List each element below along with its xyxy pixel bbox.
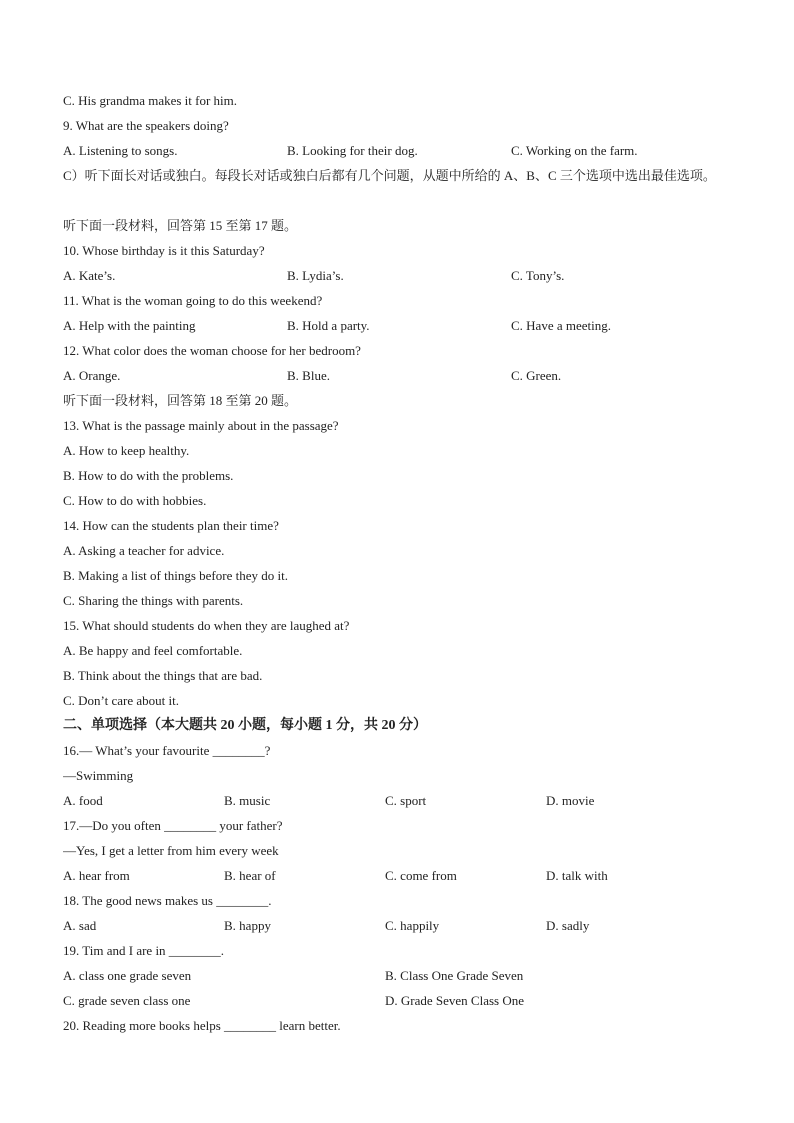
answer-option: C. sport — [385, 793, 427, 808]
answer-option: A. food — [63, 793, 103, 808]
options-row — [63, 988, 743, 1013]
answer-option: C. Tony’s. — [511, 268, 565, 283]
answer-option: A. hear from — [63, 868, 130, 883]
options-row — [63, 788, 743, 813]
answer-option: B. Hold a party. — [287, 318, 370, 333]
text-line: B. How to do with the problems. — [63, 468, 234, 483]
answer-option: B. Blue. — [287, 368, 330, 383]
text-line: 18. The good news makes us ________. — [63, 893, 272, 908]
options-row — [63, 263, 743, 288]
answer-option: B. hear of — [224, 868, 276, 883]
options-row — [63, 963, 743, 988]
text-line: C. Don’t care about it. — [63, 693, 180, 708]
text-line: 12. What color does the woman choose for her bedroom? — [63, 343, 361, 358]
text-line: C. How to do with hobbies. — [63, 493, 207, 508]
answer-option: C. Working on the farm. — [511, 143, 638, 158]
text-line: —Yes, I get a letter from him every week — [63, 843, 279, 858]
options-row — [63, 863, 743, 888]
text-line: B. Making a list of things before they do it. — [63, 568, 288, 583]
options-row — [63, 913, 743, 938]
answer-option: C. come from — [385, 868, 457, 883]
section-heading: 二、单项选择（本大题共 20 小题，每小题 1 分，共 20 分） — [63, 718, 427, 733]
answer-option: B. music — [224, 793, 271, 808]
answer-option: B. Lydia’s. — [287, 268, 344, 283]
text-line: 16.— What’s your favourite ________? — [63, 743, 271, 758]
answer-option: C. happily — [385, 918, 440, 933]
text-line: B. Think about the things that are bad. — [63, 668, 263, 683]
text-line: A. How to keep healthy. — [63, 443, 190, 458]
answer-option: A. sad — [63, 918, 97, 933]
text-line: 听下面一段材料，回答第 15 至第 17 题。 — [63, 218, 298, 233]
answer-option: A. Help with the painting — [63, 318, 196, 333]
text-line: 11. What is the woman going to do this weekend? — [63, 293, 323, 308]
text-line: 13. What is the passage mainly about in the passage? — [63, 418, 339, 433]
text-line: A. Asking a teacher for advice. — [63, 543, 225, 558]
answer-option: A. Listening to songs. — [63, 143, 178, 158]
answer-option: D. talk with — [546, 868, 608, 883]
text-line: C. Sharing the things with parents. — [63, 593, 244, 608]
document-content — [63, 88, 743, 1038]
text-line: 17.—Do you often ________ your father? — [63, 818, 283, 833]
answer-option: C. grade seven class one — [63, 993, 191, 1008]
answer-option: C. Have a meeting. — [511, 318, 611, 333]
answer-option: D. sadly — [546, 918, 590, 933]
text-line: 9. What are the speakers doing? — [63, 118, 229, 133]
answer-option: A. class one grade seven — [63, 968, 192, 983]
answer-option: D. movie — [546, 793, 595, 808]
instructions-text: C）听下面长对话或独白。每段长对话或独白后都有几个问题，从题中所给的 A、B、C 三个选项中选出最佳选项。 — [63, 168, 716, 183]
options-row — [63, 138, 743, 163]
text-line: A. Be happy and feel comfortable. — [63, 643, 243, 658]
answer-option: B. happy — [224, 918, 271, 933]
answer-option: A. Kate’s. — [63, 268, 116, 283]
text-line: 19. Tim and I are in ________. — [63, 943, 225, 958]
text-line: C. His grandma makes it for him. — [63, 93, 238, 108]
answer-option: A. Orange. — [63, 368, 121, 383]
text-line: 听下面一段材料，回答第 18 至第 20 题。 — [63, 393, 298, 408]
text-line: 10. Whose birthday is it this Saturday? — [63, 243, 265, 258]
answer-option: B. Looking for their dog. — [287, 143, 418, 158]
answer-option: D. Grade Seven Class One — [385, 993, 524, 1008]
options-row — [63, 313, 743, 338]
text-line: 20. Reading more books helps ________ learn better. — [63, 1018, 341, 1033]
text-line: —Swimming — [63, 768, 134, 783]
options-row — [63, 363, 743, 388]
text-line: 15. What should students do when they are laughed at? — [63, 618, 350, 633]
answer-option: B. Class One Grade Seven — [385, 968, 524, 983]
text-line: 14. How can the students plan their time? — [63, 518, 279, 533]
answer-option: C. Green. — [511, 368, 562, 383]
